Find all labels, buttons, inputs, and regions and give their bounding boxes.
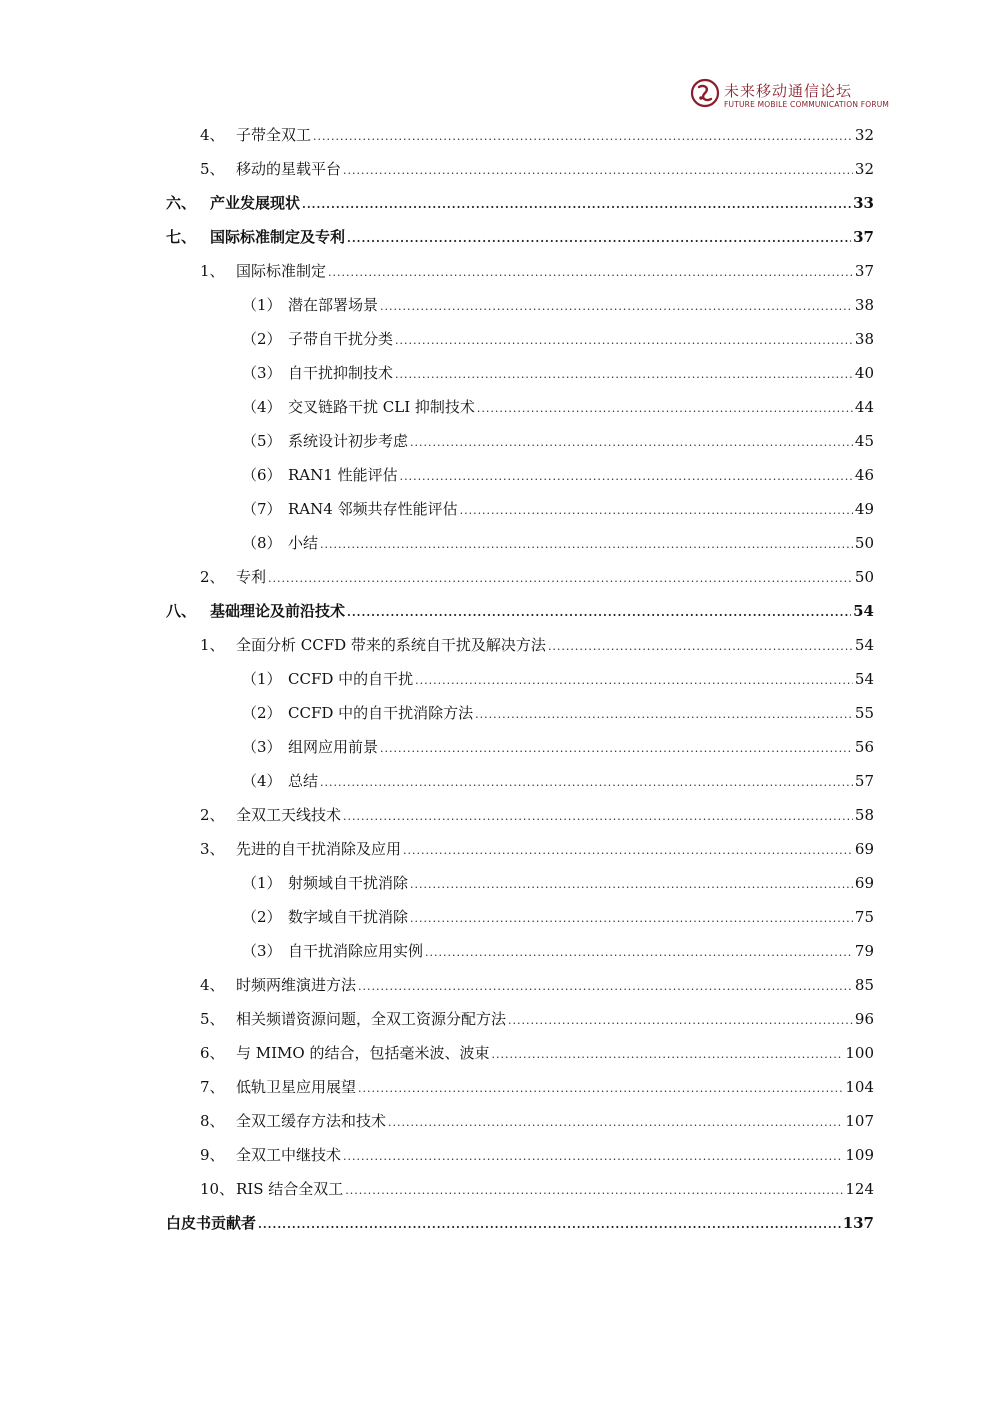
toc-entry-number: 6、 [200,1044,225,1062]
toc-leader-dots [508,1014,853,1027]
toc-entry-number: 1、 [200,262,225,280]
toc-entry-page: 54 [854,670,874,688]
toc-entry-number: （3） [242,364,282,382]
toc-leader-dots [320,776,853,789]
toc-entry[interactable] [200,1008,874,1032]
toc-entry-page: 124 [845,1180,874,1198]
toc-entry-page: 96 [854,1010,874,1028]
toc-entry-number: 3、 [200,840,225,858]
toc-entry[interactable] [242,430,874,454]
toc-leader-dots [410,912,853,925]
toc-entry-page: 69 [854,874,874,892]
toc-entry[interactable] [242,906,874,930]
toc-entry-title: 先进的自干扰消除及应用 [236,840,402,858]
toc-entry-title: 射频域自干扰消除 [288,874,409,892]
toc-entry-page: 75 [854,908,874,926]
toc-entry-page: 40 [854,364,874,382]
toc-entry[interactable] [242,532,874,556]
toc-entry-title: 移动的星载平台 [236,160,342,178]
toc-entry[interactable] [242,294,874,318]
toc-entry[interactable] [242,362,874,386]
toc-entry-page: 104 [845,1078,874,1096]
toc-entry-number: 七、 [166,228,197,246]
toc-entry-number: 1、 [200,636,225,654]
toc-entry-title: 交叉链路干扰 CLI 抑制技术 [288,398,475,416]
toc-entry-number: 2、 [200,568,225,586]
toc-entry[interactable] [200,1178,874,1202]
toc-entry[interactable] [200,804,874,828]
toc-entry-title: CCFD 中的自干扰 [288,670,414,688]
toc-leader-dots [415,674,853,687]
toc-entry-page: 137 [842,1214,874,1232]
toc-entry-number: （1） [242,670,282,688]
toc-entry-number: （3） [242,738,282,756]
toc-entry[interactable] [200,1144,874,1168]
toc-entry-page: 58 [854,806,874,824]
toc-leader-dots [328,266,853,279]
toc-entry[interactable] [200,634,874,658]
toc-entry-page: 32 [854,160,874,178]
toc-entry-title: 组网应用前景 [288,738,379,756]
toc-entry-title: 时频两维演进方法 [236,976,357,994]
toc-entry-title: 小结 [288,534,319,552]
toc-entry-title: 白皮书贡献者 [166,1214,257,1232]
toc-entry-number: 4、 [200,126,225,144]
toc-leader-dots [475,708,853,721]
toc-entry-page: 50 [854,534,874,552]
toc-leader-dots [313,130,853,143]
toc-leader-dots [343,810,853,823]
toc-leader-dots [548,640,853,653]
toc-entry[interactable] [166,600,874,624]
toc-entry-title: RIS 结合全双工 [236,1180,344,1198]
toc-leader-dots [425,946,853,959]
toc-entry[interactable] [200,566,874,590]
toc-entry[interactable] [200,1076,874,1100]
toc-entry-number: （1） [242,296,282,314]
toc-leader-dots [491,1048,843,1061]
toc-entry-page: 56 [854,738,874,756]
toc-entry-page: 32 [854,126,874,144]
toc-entry-number: （2） [242,704,282,722]
toc-entry-page: 54 [854,636,874,654]
toc-entry-number: 7、 [200,1078,225,1096]
toc-entry-page: 50 [854,568,874,586]
toc-entry-title: 全面分析 CCFD 带来的系统自干扰及解决方法 [236,636,546,654]
toc-entry[interactable] [242,770,874,794]
toc-entry-number: 10、 [200,1180,235,1198]
toc-entry-title: RAN4 邻频共存性能评估 [288,500,458,518]
toc-entry-title: 自干扰消除应用实例 [288,942,424,960]
toc-entry-title: 与 MIMO 的结合，包括毫米波、波束 [236,1044,490,1062]
toc-entry-title: 专利 [236,568,267,586]
toc-entry-number: （5） [242,432,282,450]
toc-entry[interactable] [200,974,874,998]
toc-entry[interactable] [242,668,874,692]
toc-entry-page: 38 [854,296,874,314]
toc-leader-dots [320,538,853,551]
toc-entry[interactable] [200,124,874,148]
toc-entry-number: （3） [242,942,282,960]
toc-entry-title: 子带自干扰分类 [288,330,394,348]
toc-entry-page: 44 [854,398,874,416]
toc-leader-dots [477,402,853,415]
toc-entry-title: 全双工缓存方法和技术 [236,1112,387,1130]
toc-leader-dots [347,232,851,245]
toc-leader-dots [410,436,853,449]
toc-entry[interactable] [200,1110,874,1134]
toc-entry[interactable] [242,872,874,896]
toc-entry-page: 55 [854,704,874,722]
toc-leader-dots [347,606,851,619]
toc-leader-dots [358,1082,843,1095]
toc-entry-number: （1） [242,874,282,892]
toc-entry-title: 潜在部署场景 [288,296,379,314]
toc-leader-dots [345,1184,843,1197]
toc-entry[interactable] [242,736,874,760]
toc-entry[interactable] [242,702,874,726]
toc-entry-number: （6） [242,466,282,484]
toc-entry-page: 46 [854,466,874,484]
toc-entry-title: 全双工中继技术 [236,1146,342,1164]
toc-entry-number: 5、 [200,1010,225,1028]
logo-chinese-text: 未来移动通信论坛 [724,82,853,100]
toc-entry[interactable] [200,260,874,284]
toc-entry-title: 自干扰抑制技术 [288,364,394,382]
toc-entry-number: 2、 [200,806,225,824]
toc-leader-dots [388,1116,843,1129]
toc-entry[interactable] [200,158,874,182]
toc-entry-page: 38 [854,330,874,348]
toc-entry-title: 子带全双工 [236,126,312,144]
toc-entry-page: 33 [853,194,874,212]
toc-leader-dots [460,504,853,517]
toc-entry-title: 总结 [288,772,319,790]
toc-entry-page: 37 [853,228,874,246]
toc-leader-dots [268,572,853,585]
toc-entry[interactable] [166,192,874,216]
toc-entry-title: 相关频谱资源问题，全双工资源分配方法 [236,1010,507,1028]
toc-entry-number: 八、 [166,602,197,620]
toc-leader-dots [380,742,853,755]
toc-leader-dots [400,470,853,483]
toc-entry-page: 37 [854,262,874,280]
toc-entry-page: 49 [854,500,874,518]
toc-entry-page: 100 [845,1044,874,1062]
toc-entry-page: 45 [854,432,874,450]
toc-entry-number: （2） [242,908,282,926]
toc-entry[interactable] [166,226,874,250]
toc-leader-dots [343,164,853,177]
toc-entry[interactable] [242,940,874,964]
toc-entry-number: 8、 [200,1112,225,1130]
toc-entry-title: 国际标准制定 [236,262,327,280]
toc-leader-dots [395,334,853,347]
toc-leader-dots [410,878,853,891]
toc-entry[interactable] [200,1042,874,1066]
toc-entry-title: CCFD 中的自干扰消除方法 [288,704,474,722]
toc-entry[interactable] [242,396,874,420]
toc-entry-title: 系统设计初步考虑 [288,432,409,450]
toc-entry-page: 57 [854,772,874,790]
toc-entry-title: 全双工天线技术 [236,806,342,824]
toc-entry-number: （8） [242,534,282,552]
toc-entry-title: 基础理论及前沿技术 [210,602,346,620]
toc-entry[interactable] [242,328,874,352]
logo-english-text: FUTURE MOBILE COMMUNICATION FORUM [724,100,890,109]
toc-entry-number: 4、 [200,976,225,994]
toc-entry-number: 5、 [200,160,225,178]
toc-entry-page: 107 [845,1112,874,1130]
toc-entry-number: （4） [242,772,282,790]
toc-leader-dots [403,844,853,857]
toc-entry-page: 79 [854,942,874,960]
toc-entry[interactable] [242,498,874,522]
toc-leader-dots [380,300,853,313]
toc-entry[interactable] [200,838,874,862]
toc-entry-title: 数字域自干扰消除 [288,908,409,926]
toc-entry-title: RAN1 性能评估 [288,466,398,484]
toc-leader-dots [258,1218,841,1231]
toc-entry-page: 85 [854,976,874,994]
toc-entry-page: 109 [845,1146,874,1164]
toc-entry-page: 69 [854,840,874,858]
toc-entry-number: 9、 [200,1146,225,1164]
toc-entry-number: （7） [242,500,282,518]
toc-entry-title: 国际标准制定及专利 [210,228,346,246]
toc-entry-number: （4） [242,398,282,416]
toc-leader-dots [358,980,853,993]
toc-entry-title: 低轨卫星应用展望 [236,1078,357,1096]
toc-entry-number: （2） [242,330,282,348]
toc-leader-dots [395,368,853,381]
toc-entry-title: 产业发展现状 [210,194,301,212]
toc-leader-dots [343,1150,843,1163]
toc-entry[interactable] [166,1212,874,1236]
toc-entry-number: 六、 [166,194,197,212]
toc-entry[interactable] [242,464,874,488]
toc-entry-page: 54 [853,602,874,620]
toc-leader-dots [302,198,851,211]
